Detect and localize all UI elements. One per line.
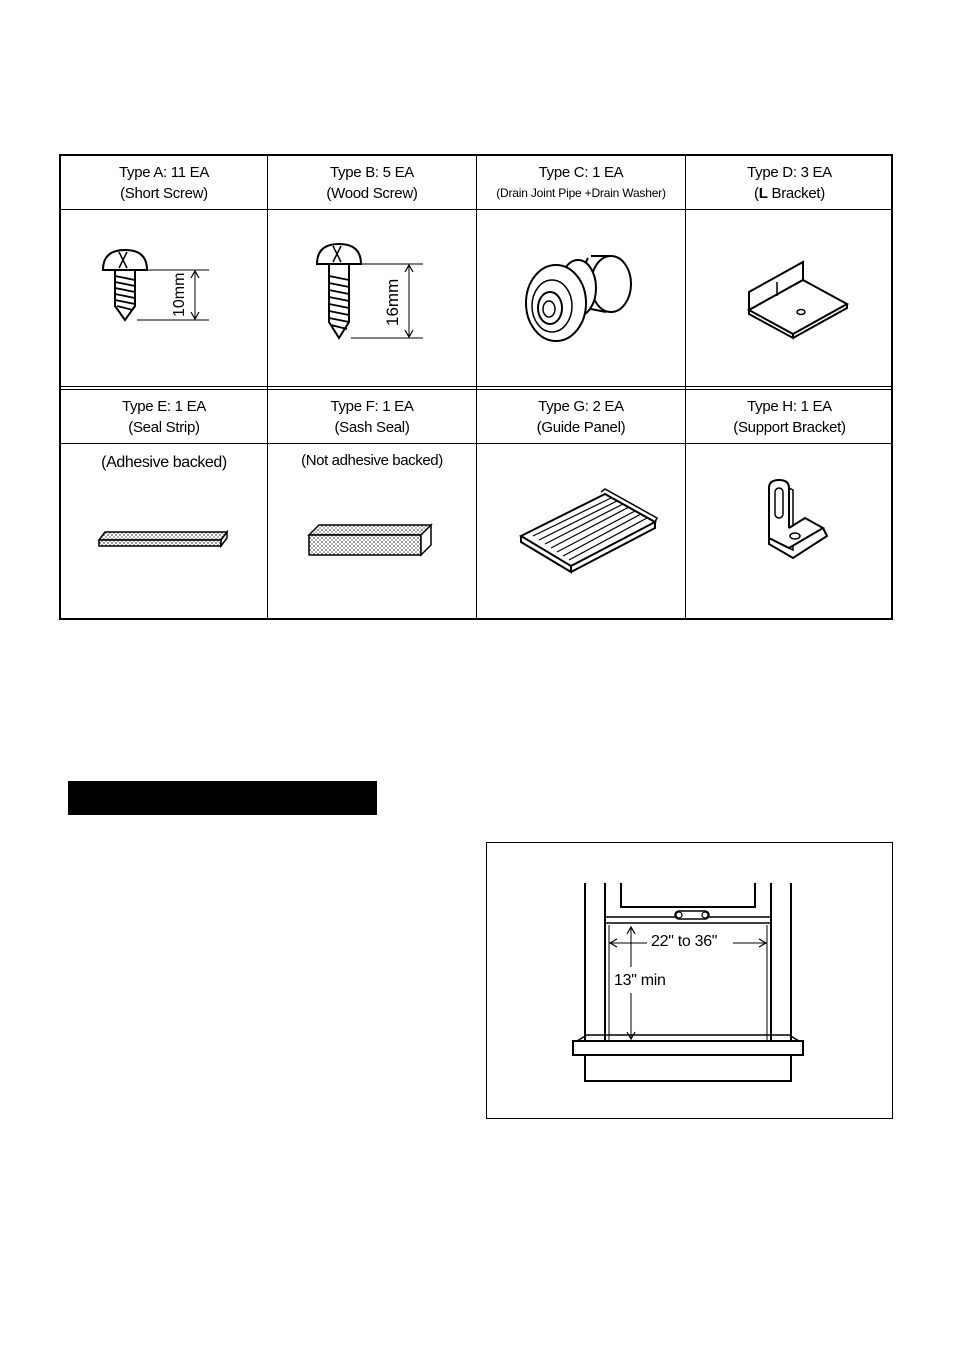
part-type-label: Type C:	[538, 164, 589, 181]
guide-panel-icon	[515, 486, 660, 581]
table-rule	[685, 156, 686, 618]
part-description: (Drain Joint Pipe +Drain Washer)	[496, 186, 666, 200]
support-bracket-icon	[749, 478, 839, 578]
short-screw-icon	[97, 242, 217, 326]
part-description: (Guide Panel)	[536, 419, 626, 436]
part-header-d	[686, 162, 893, 204]
sash-seal-icon	[305, 521, 435, 561]
part-header-b	[268, 162, 476, 204]
part-count: 1 EA	[592, 164, 624, 181]
section-heading-bar	[68, 781, 377, 815]
part-header-g	[477, 396, 685, 438]
parts-table	[59, 154, 893, 620]
part-count: 11 EA	[170, 164, 210, 181]
part-description: (Support Bracket)	[733, 419, 846, 436]
table-rule	[476, 156, 477, 618]
part-type-label: Type D:	[747, 164, 797, 181]
part-count: 1 EA	[382, 398, 414, 415]
window-opening-icon	[487, 843, 892, 1118]
seal-strip-note: (Adhesive backed)	[101, 454, 227, 471]
screw-length-label: 16mm	[383, 278, 402, 326]
window-height-label: 13" min	[614, 972, 666, 989]
part-description-prefix: (	[754, 185, 759, 202]
part-type-label: Type A:	[118, 164, 167, 181]
part-description-suffix: Bracket)	[767, 185, 825, 202]
part-description: (Sash Seal)	[334, 419, 410, 436]
part-header-a	[61, 162, 267, 204]
part-type-label: Type E:	[122, 398, 171, 415]
part-header-e	[61, 396, 267, 438]
part-description	[686, 183, 893, 204]
drain-joint-icon	[516, 246, 646, 346]
sash-seal-note: (Not adhesive backed)	[301, 452, 443, 469]
part-count: 1 EA	[174, 398, 206, 415]
window-diagram	[486, 842, 893, 1119]
part-description: (Seal Strip)	[128, 419, 200, 436]
part-description: (Short Screw)	[120, 185, 208, 202]
part-count: 3 EA	[800, 164, 832, 181]
part-description-bold: L	[758, 185, 768, 202]
window-width-label: 22" to 36"	[651, 933, 718, 950]
part-count: 2 EA	[592, 398, 624, 415]
l-bracket-icon	[743, 252, 853, 342]
part-description: (Wood Screw)	[326, 185, 418, 202]
part-type-label: Type H:	[747, 398, 797, 415]
seal-strip-icon	[95, 526, 231, 556]
screw-length-label: 10mm	[171, 272, 188, 317]
part-count: 1 EA	[800, 398, 832, 415]
part-header-f	[268, 396, 476, 438]
part-type-label: Type G:	[538, 398, 589, 415]
table-rule	[267, 156, 268, 618]
part-header-c	[477, 162, 685, 204]
part-type-label: Type F:	[330, 398, 379, 415]
part-count: 5 EA	[382, 164, 414, 181]
part-type-label: Type B:	[330, 164, 379, 181]
part-header-h	[686, 396, 893, 438]
wood-screw-icon	[309, 236, 429, 346]
